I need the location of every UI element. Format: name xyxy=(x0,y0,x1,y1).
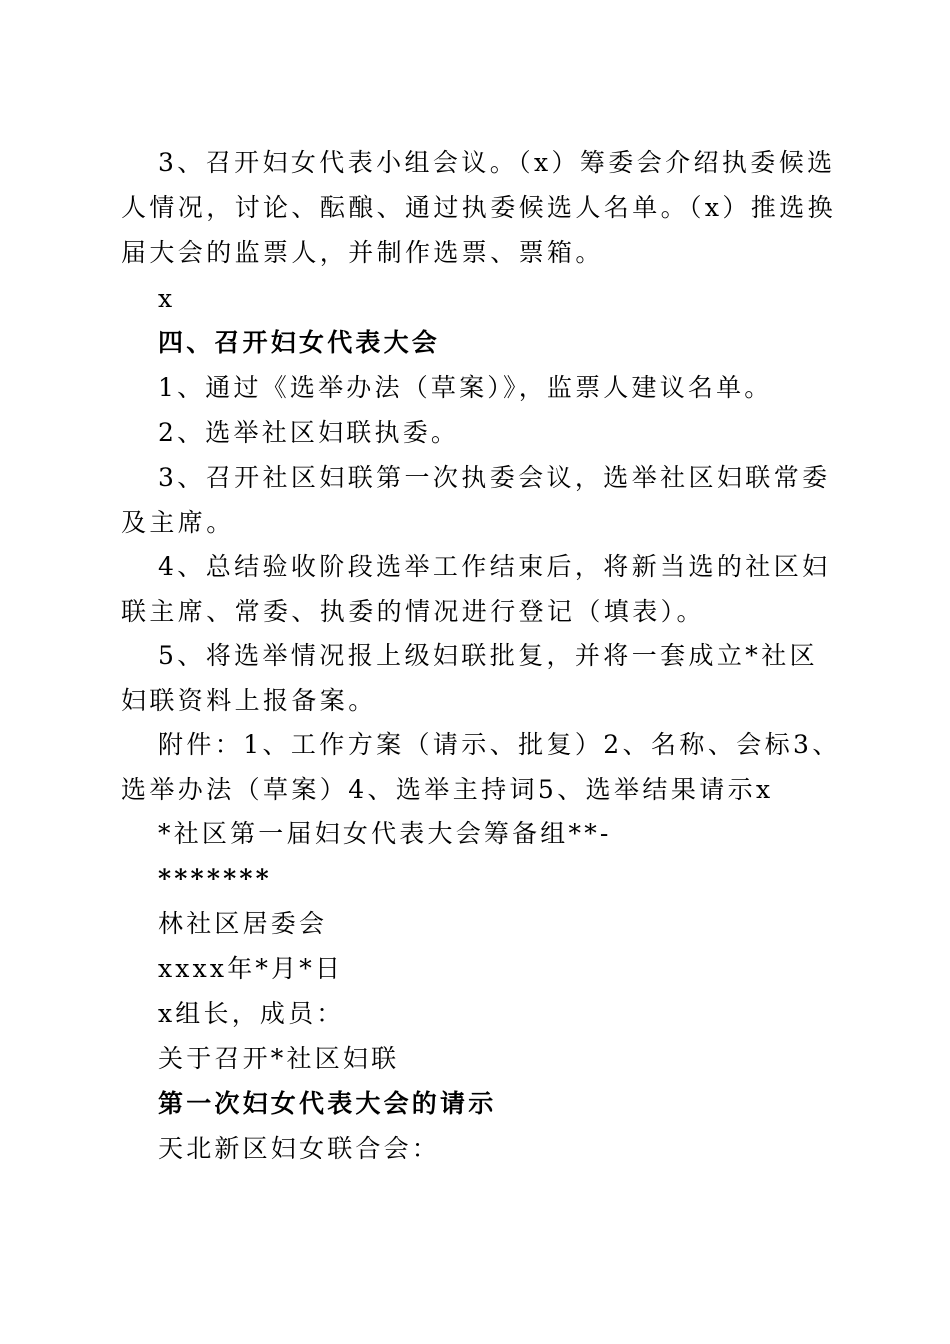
members-line: x组长，成员： xyxy=(158,999,345,1028)
paragraph-item-3-meeting: 3、召开妇女代表小组会议。（x）筹委会介绍执委候选人情况，讨论、酝酿、通过执委候选人名单。（x）推选换届大会的监票人，并制作选票、票箱。 xyxy=(121,148,837,267)
list-item-1: 1、通过《选举办法（草案）》，监票人建议名单。 xyxy=(158,373,773,402)
list-item-2: 2、选举社区妇联执委。 xyxy=(158,418,460,447)
section-heading-4: 四、召开妇女代表大会 xyxy=(158,328,441,357)
date-line: xxxx年*月*日 xyxy=(158,954,344,983)
request-title-line-2: 第一次妇女代表大会的请示 xyxy=(158,1089,497,1118)
committee-line: 林社区居委会 xyxy=(158,909,328,938)
attachments-paragraph: 附件：1、工作方案（请示、批复）2、名称、会标3、选举办法（草案）4、选举主持词5、选举结果请示x xyxy=(121,730,841,804)
stars-line: ******* xyxy=(158,864,272,893)
request-title-line-1: 关于召开*社区妇联 xyxy=(158,1044,400,1073)
addressee-line: 天北新区妇女联合会： xyxy=(158,1134,441,1163)
list-item-5: 5、将选举情况报上级妇联批复，并将一套成立*社区妇联资料上报备案。 xyxy=(121,641,819,715)
marker-x: x xyxy=(158,284,176,313)
prep-group-line: *社区第一届妇女代表大会筹备组**- xyxy=(158,819,612,848)
list-item-3: 3、召开社区妇联第一次执委会议，选举社区妇联常委及主席。 xyxy=(121,463,831,537)
list-item-4: 4、总结验收阶段选举工作结束后，将新当选的社区妇联主席、常委、执委的情况进行登记（填表）。 xyxy=(121,552,831,626)
